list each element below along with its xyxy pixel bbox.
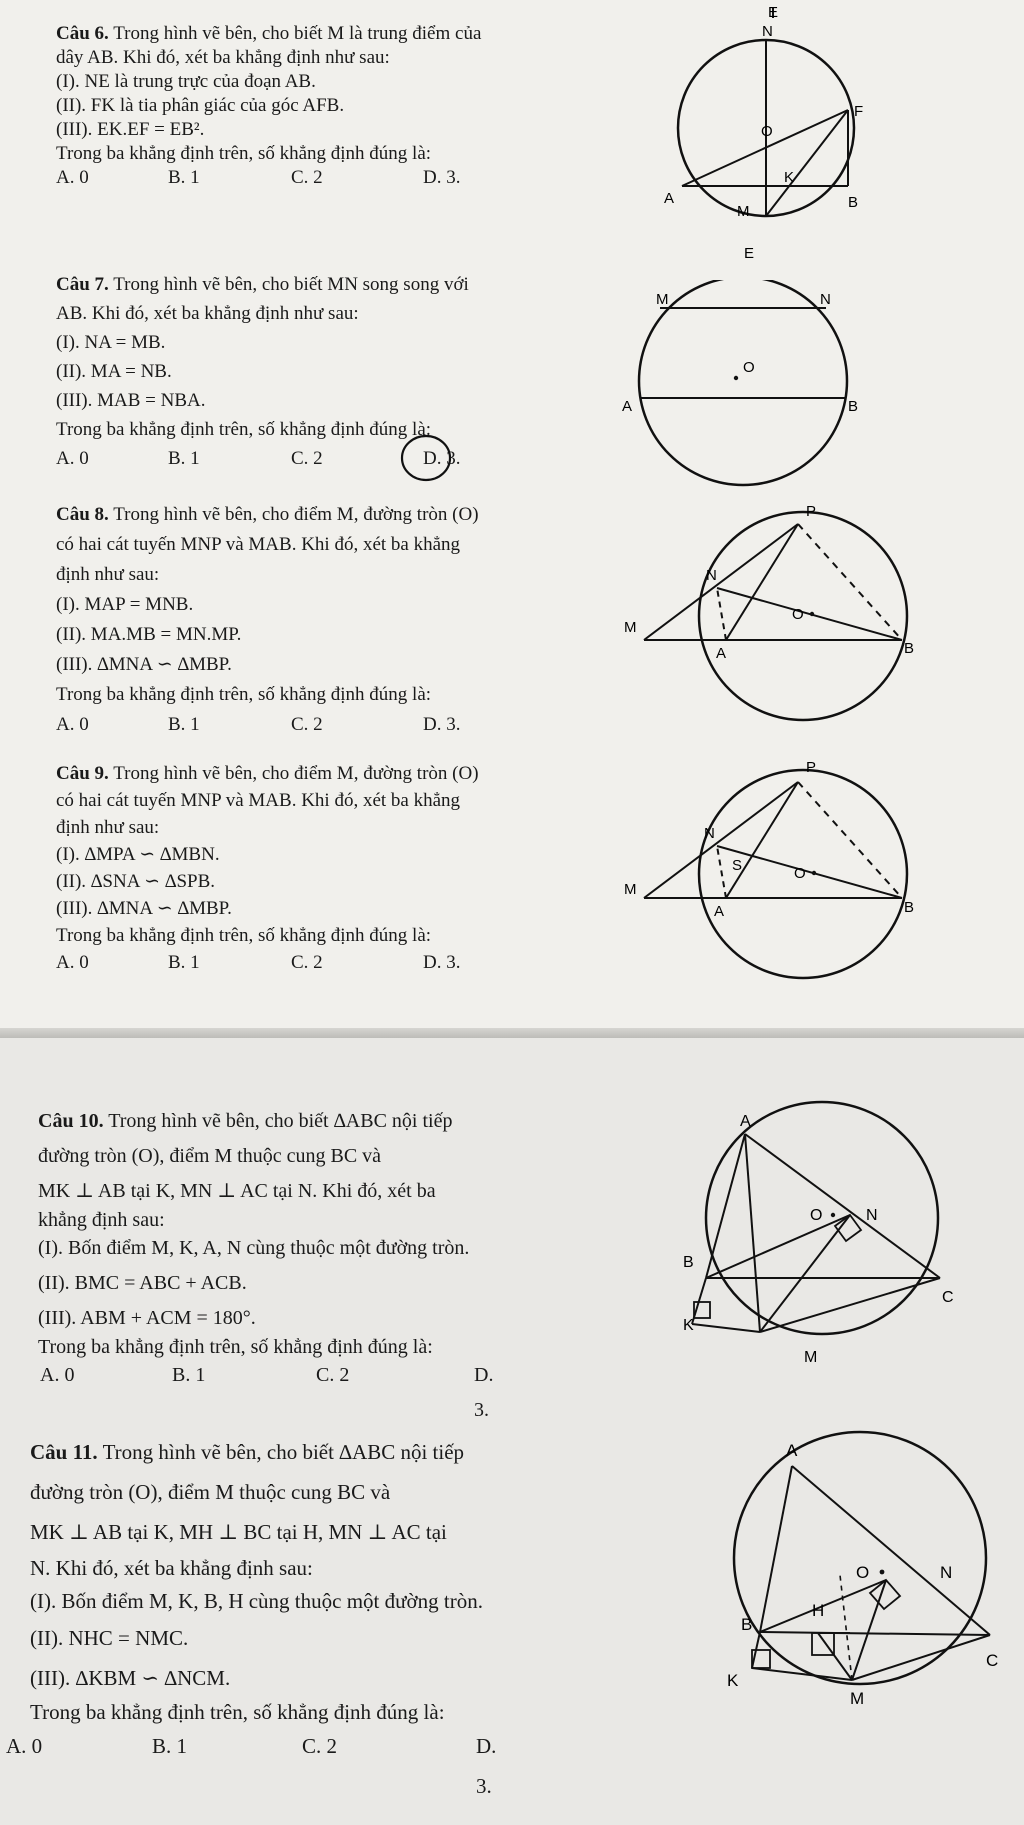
figure-7 [610, 280, 870, 490]
figure-6-label: N [762, 23, 773, 40]
option-a[interactable]: A. 0 [56, 167, 89, 188]
option-b[interactable]: B. 1 [168, 448, 200, 469]
option-a[interactable]: A. 0 [56, 714, 89, 735]
figure-11-label: H [812, 1601, 825, 1620]
figure-8-label: A [716, 645, 727, 662]
question-9 [56, 760, 479, 977]
option-d[interactable]: D. 3. [423, 714, 461, 735]
figure-6-label: E [744, 245, 755, 262]
question-6-line-5: Trong ba khẳng định trên, số khẳng định đúng là: [56, 143, 432, 164]
figure-10-label: O [810, 1207, 823, 1224]
option-b[interactable]: B. 1 [168, 714, 200, 735]
figure-11-label: O [856, 1563, 870, 1582]
handwritten-circle-mark [396, 426, 456, 486]
question-10-line-2: MK ⊥ AB tại K, MN ⊥ AC tại N. Khi đó, xét ba [38, 1180, 436, 1202]
question-10-title: Câu 10. [38, 1110, 104, 1132]
figure-6-label: E [768, 4, 779, 21]
figure-8-label: P [806, 503, 817, 520]
figure-10-label: N [866, 1207, 878, 1224]
figure-10 [680, 1100, 980, 1370]
figure-9-label: M [624, 881, 637, 898]
figure-10-label: C [942, 1289, 954, 1306]
option-c[interactable]: C. 2 [291, 167, 323, 188]
figure-11-label: M [850, 1689, 865, 1708]
question-11-line-7: Trong ba khẳng định trên, số khẳng định đúng là: [30, 1700, 445, 1724]
figure-6-label: M [737, 203, 750, 220]
figure-6-label: A [664, 190, 675, 207]
question-8-line-2: định như sau: [56, 564, 160, 585]
question-11-line-0: Trong hình vẽ bên, cho biết ∆ABC nội tiếp [102, 1440, 465, 1464]
figure-11-label: N [940, 1563, 953, 1582]
question-7-line-5: Trong ba khẳng định trên, số khẳng định đúng là: [56, 419, 432, 440]
question-6-line-4: (III). EK.EF = EB². [56, 119, 205, 140]
question-9-title: Câu 9. [56, 763, 109, 784]
question-11-line-6: (III). ∆KBM ∽ ∆NCM. [30, 1666, 231, 1690]
option-a[interactable]: A. 0 [56, 448, 89, 469]
question-11-line-4: (I). Bốn điểm M, K, B, H cùng thuộc một đường tròn. [30, 1589, 483, 1613]
option-b[interactable]: B. 1 [168, 167, 200, 188]
question-10-line-5: (II). BMC = ABC + ACB. [38, 1272, 247, 1294]
question-9-line-5: (III). ∆MNA ∽ ∆MBP. [56, 898, 232, 919]
question-9-line-6: Trong ba khẳng định trên, số khẳng định đúng là: [56, 925, 432, 946]
figure-8 [616, 500, 916, 722]
figure-11 [700, 1430, 1010, 1710]
question-11-line-2: MK ⊥ AB tại K, MH ⊥ BC tại H, MN ⊥ AC tại [30, 1520, 447, 1544]
question-10 [38, 1104, 494, 1421]
question-10-options [38, 1358, 494, 1421]
option-c[interactable]: C. 2 [302, 1734, 338, 1758]
question-10-line-4: (I). Bốn điểm M, K, A, N cùng thuộc một đường tròn. [38, 1237, 470, 1259]
question-8-line-6: Trong ba khẳng định trên, số khẳng định đúng là: [56, 684, 432, 705]
question-7-line-2: (I). NA = MB. [56, 332, 166, 353]
question-6-line-1: dây AB. Khi đó, xét ba khẳng định như sau: [56, 47, 390, 68]
figure-10-label: K [683, 1317, 694, 1334]
question-11-title: Câu 11. [30, 1440, 98, 1464]
question-8-line-3: (I). MAP = MNB. [56, 594, 194, 615]
question-11-line-1: đường tròn (O), điểm M thuộc cung BC và [30, 1480, 391, 1504]
figure-11-label: C [986, 1651, 999, 1670]
question-7-line-3: (II). MA = NB. [56, 361, 172, 382]
question-9-options [56, 949, 479, 977]
question-6 [56, 22, 481, 194]
figure-6-label: O [761, 123, 773, 140]
figure-8-label: O [792, 606, 804, 623]
question-8 [56, 500, 479, 738]
question-10-line-0: Trong hình vẽ bên, cho biết ∆ABC nội tiếp [108, 1110, 453, 1132]
question-11 [6, 1432, 497, 1798]
figure-9-label: O [794, 865, 806, 882]
figure-9 [616, 752, 916, 982]
option-b[interactable]: B. 1 [152, 1734, 188, 1758]
page-seam [0, 1028, 1024, 1038]
option-d[interactable]: D. 3. [423, 952, 461, 973]
question-9-line-4: (II). ∆SNA ∽ ∆SPB. [56, 871, 215, 892]
question-9-line-2: định như sau: [56, 817, 160, 838]
figure-7-label: O [743, 359, 755, 376]
question-6-line-0: Trong hình vẽ bên, cho biết M là trung điểm của [113, 23, 482, 44]
question-11-options [6, 1726, 497, 1798]
figure-11-label: B [741, 1615, 753, 1634]
figure-9-label: P [806, 759, 817, 776]
figure-9-label: B [904, 899, 915, 916]
option-b[interactable]: B. 1 [168, 952, 200, 973]
option-d[interactable]: D. 3. [476, 1734, 497, 1798]
question-6-line-2: (I). NE là trung trực của đoạn AB. [56, 71, 316, 92]
question-8-line-5: (III). ∆MNA ∽ ∆MBP. [56, 654, 232, 675]
option-c[interactable]: C. 2 [291, 952, 323, 973]
question-7-title: Câu 7. [56, 274, 109, 295]
question-9-line-0: Trong hình vẽ bên, cho điểm M, đường tròn (O) [113, 763, 479, 784]
figure-8-label: B [904, 640, 915, 657]
figure-9-label: S [732, 857, 743, 874]
figure-8-label: N [706, 567, 717, 584]
question-11-line-3: N. Khi đó, xét ba khẳng định sau: [30, 1556, 313, 1580]
figure-11-label: A [786, 1441, 798, 1460]
question-8-options [56, 710, 479, 738]
figure-6 [640, 0, 880, 262]
figure-7-label: M [656, 291, 669, 308]
question-7-line-0: Trong hình vẽ bên, cho biết MN song song với [113, 274, 469, 295]
option-b[interactable]: B. 1 [172, 1364, 206, 1386]
option-d[interactable]: D. 3. [423, 448, 461, 469]
question-11-line-5: (II). NHC = NMC. [30, 1626, 189, 1650]
question-6-options [56, 166, 481, 194]
question-10-line-3: khẳng định sau: [38, 1209, 165, 1231]
option-d[interactable]: D. 3. [423, 167, 461, 188]
question-10-line-7: Trong ba khẳng định trên, số khẳng định đúng là: [38, 1336, 433, 1358]
question-10-line-6: (III). ABM + ACM = 180°. [38, 1307, 256, 1329]
question-9-line-1: có hai cát tuyến MNP và MAB. Khi đó, xét ba khẳng [56, 790, 461, 811]
question-7-line-4: (III). MAB = NBA. [56, 390, 206, 411]
figure-10-label: M [804, 1349, 818, 1366]
figure-7-label: B [848, 398, 859, 415]
figure-9-label: A [714, 903, 725, 920]
figure-6-label: K [784, 169, 795, 186]
figure-8-label: M [624, 619, 637, 636]
figure-10-label: A [740, 1113, 751, 1130]
question-6-title: Câu 6. [56, 23, 109, 44]
option-a[interactable]: A. 0 [56, 952, 89, 973]
question-8-line-4: (II). MA.MB = MN.MP. [56, 624, 242, 645]
question-8-line-0: Trong hình vẽ bên, cho điểm M, đường tròn (O) [113, 504, 479, 525]
figure-10-label: B [683, 1254, 694, 1271]
option-c[interactable]: C. 2 [291, 448, 323, 469]
question-9-line-3: (I). ∆MPA ∽ ∆MBN. [56, 844, 220, 865]
question-6-line-3: (II). FK là tia phân giác của góc AFB. [56, 95, 345, 116]
figure-11-label: K [727, 1671, 739, 1690]
question-8-line-1: có hai cát tuyến MNP và MAB. Khi đó, xét ba khẳng [56, 534, 461, 555]
figure-9-label: N [704, 825, 715, 842]
question-8-title: Câu 8. [56, 504, 109, 525]
option-c[interactable]: C. 2 [316, 1364, 350, 1386]
option-a[interactable]: A. 0 [40, 1364, 75, 1386]
option-d[interactable]: D. 3. [474, 1364, 494, 1421]
figure-7-label: N [820, 291, 831, 308]
option-a[interactable]: A. 0 [6, 1734, 43, 1758]
figure-6-label: F [854, 103, 864, 120]
option-c[interactable]: C. 2 [291, 714, 323, 735]
figure-6-label: B [848, 194, 859, 211]
question-10-line-1: đường tròn (O), điểm M thuộc cung BC và [38, 1145, 382, 1167]
figure-7-label: A [622, 398, 633, 415]
question-7-line-1: AB. Khi đó, xét ba khẳng định như sau: [56, 303, 359, 324]
